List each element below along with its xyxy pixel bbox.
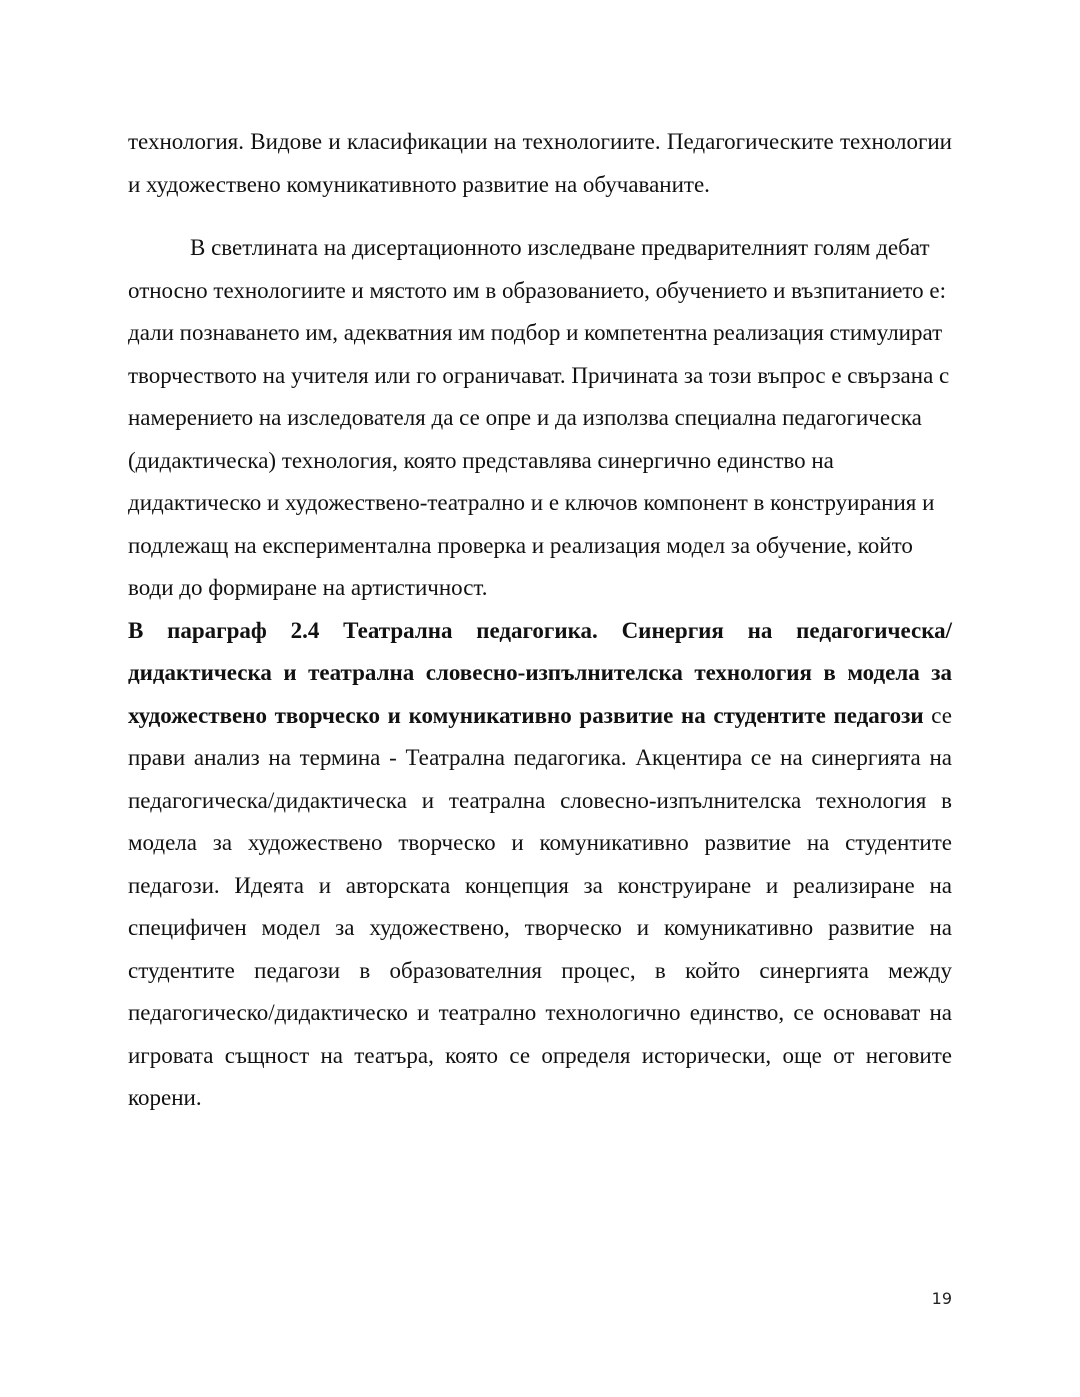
- page-number: 19: [931, 1289, 952, 1308]
- paragraph-section-2-4: [128, 610, 952, 1120]
- paragraph-intro: технология. Видове и класификации на технологиите. Педагогическите технологии и художествено комуникативното развитие на обучаваните.: [128, 129, 952, 197]
- paragraph-dissertation-debate: В светлината на дисертационното изследване предварителният голям дебат относно технологиите и мястото им в образованието, обучението и възпитанието е: дали познаването им, адекватния им подбор и компетентна реализация стимулират творчеството на учителя или го ограничават. Причината за този въпрос е свързана с намерението на изследователя да се опре и да използва специална педагогическа (дидактическа) технология, която представлява синергично единство на дидактическо и художествено-театрално и е ключов компонент в конструирания и подлежащ на експериментална проверка и реализация модел за обучение, който води до формиране на артистичност.: [128, 235, 950, 600]
- section-2-4-heading: В параграф 2.4 Театрална педагогика. Синергия на педагогическа/дидактическа и театрална словесно-изпълнителска технология в модела за художествено творческо и комуникативно развитие на студентите педагози: [128, 617, 952, 728]
- section-2-4-body: се прави анализ на термина - Театрална педагогика. Акцентира се на синергията на педагогическа/дидактическа и театрална словесно-изпълнителска технология в модела за художествено творческо и комуникативно развитие на студентите педагози. Идеята и авторската концепция за конструиране и реализиране на специфичен модел за художествено, творческо и комуникативно развитие на студентите педагози в образователния процес, в който синергията между педагогическо/дидактическо и театрално технологично единство, се основават на игровата същност на театъра, която се определя исторически, още от неговите корени.: [128, 702, 952, 1110]
- document-body: [128, 121, 952, 1120]
